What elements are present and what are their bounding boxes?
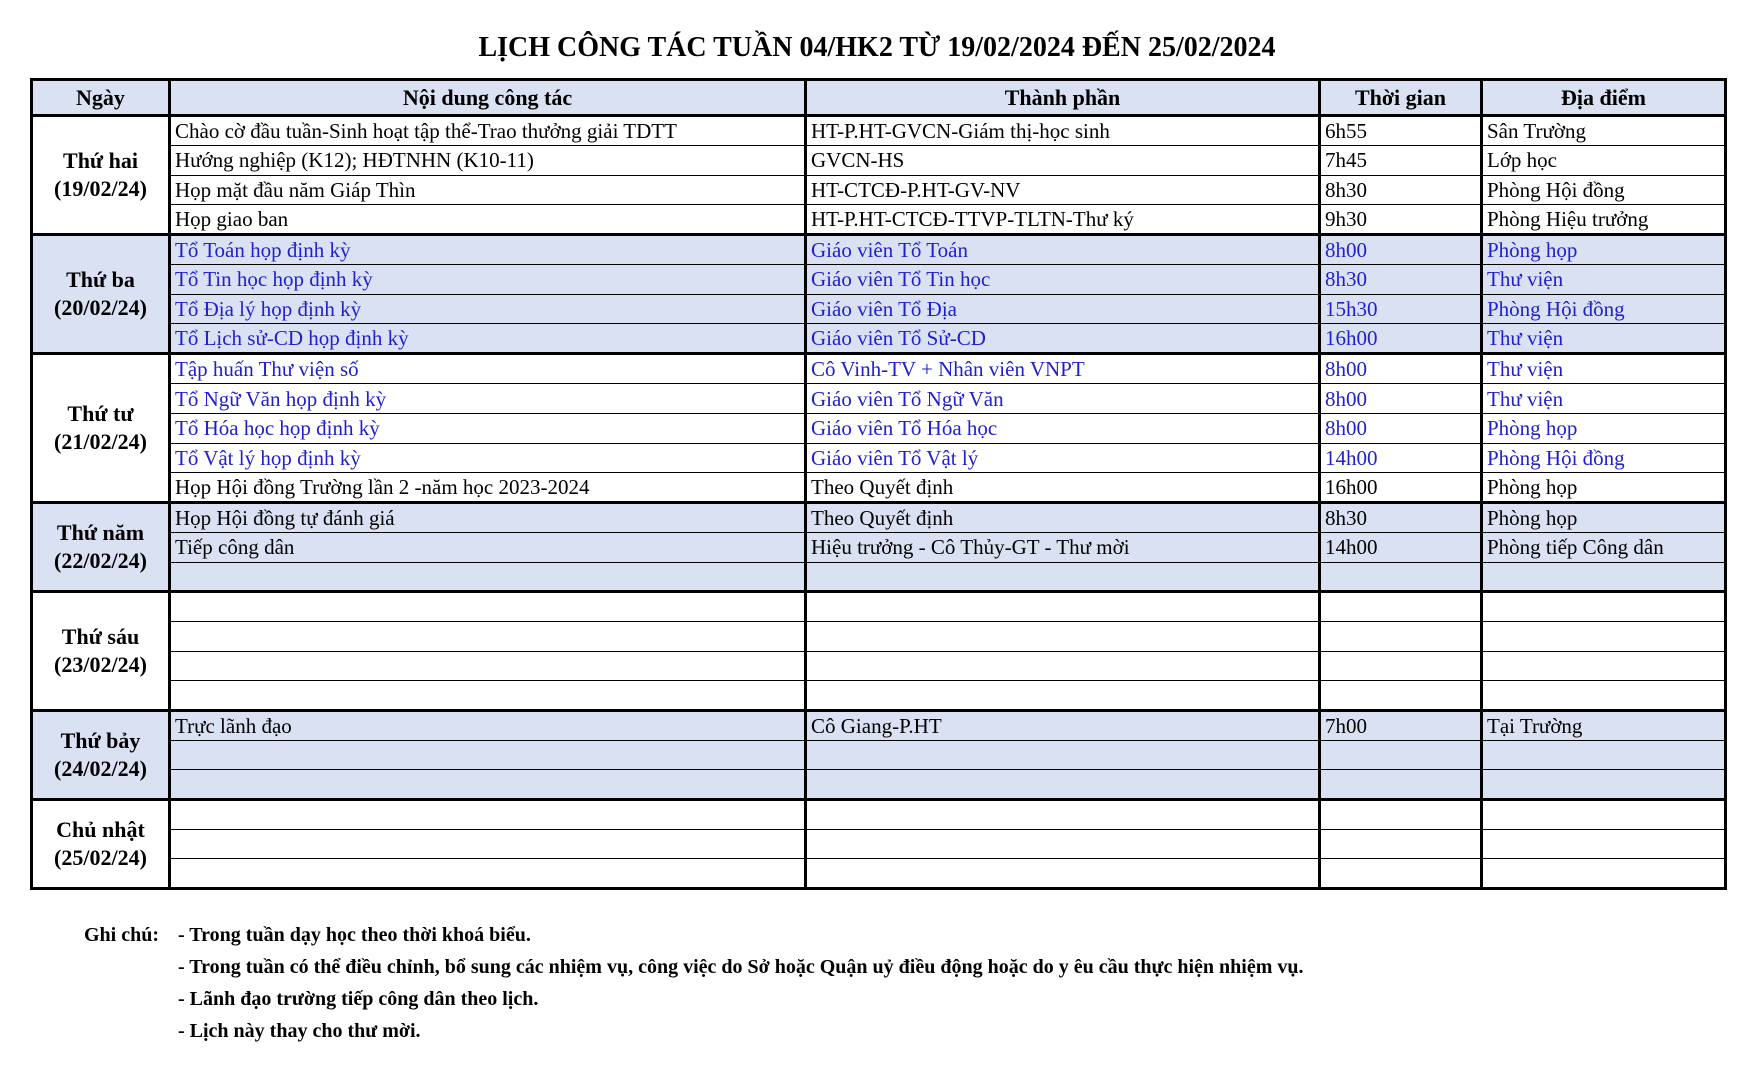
time-cell <box>1320 799 1482 829</box>
place-cell: Thư viện <box>1482 265 1726 295</box>
content-cell <box>170 799 806 829</box>
header-row <box>32 80 1726 116</box>
table-row <box>32 740 1726 770</box>
place-cell <box>1482 859 1726 889</box>
table-row <box>32 681 1726 711</box>
content-cell: Tổ Lịch sử-CD họp định kỳ <box>170 324 806 354</box>
table-row <box>32 324 1726 354</box>
table-row <box>32 859 1726 889</box>
time-cell: 8h30 <box>1320 503 1482 533</box>
place-cell <box>1482 770 1726 800</box>
place-cell: Phòng Hội đồng <box>1482 175 1726 205</box>
table-row <box>32 592 1726 622</box>
content-cell <box>170 740 806 770</box>
place-cell <box>1482 592 1726 622</box>
time-cell: 8h30 <box>1320 265 1482 295</box>
time-cell <box>1320 562 1482 592</box>
members-cell: Cô Giang-P.HT <box>806 710 1320 740</box>
table-row <box>32 205 1726 235</box>
header-content: Nội dung công tác <box>170 80 806 116</box>
content-cell <box>170 562 806 592</box>
place-cell <box>1482 799 1726 829</box>
members-cell <box>806 770 1320 800</box>
members-cell <box>806 621 1320 651</box>
content-cell: Tổ Ngữ Văn họp định kỳ <box>170 384 806 414</box>
content-cell: Họp mặt đầu năm Giáp Thìn <box>170 175 806 205</box>
time-cell: 8h00 <box>1320 413 1482 443</box>
day-name: Thứ sáu <box>61 624 140 650</box>
table-row <box>32 651 1726 681</box>
day-cell <box>32 116 170 235</box>
place-cell: Phòng Hội đồng <box>1482 294 1726 324</box>
day-cell <box>32 710 170 799</box>
table-row <box>32 710 1726 740</box>
time-cell <box>1320 681 1482 711</box>
day-cell <box>32 354 170 503</box>
content-cell: Tổ Địa lý họp định kỳ <box>170 294 806 324</box>
day-name: Thứ ba <box>66 267 135 293</box>
members-cell: Hiệu trưởng - Cô Thủy-GT - Thư mời <box>806 533 1320 563</box>
time-cell: 15h30 <box>1320 294 1482 324</box>
members-cell: GVCN-HS <box>806 146 1320 176</box>
day-cell <box>32 799 170 888</box>
place-cell <box>1482 829 1726 859</box>
table-row <box>32 116 1726 146</box>
day-cell <box>32 235 170 354</box>
members-cell: Cô Vinh-TV + Nhân viên VNPT <box>806 354 1320 384</box>
header-members: Thành phần <box>806 80 1320 116</box>
day-date: (21/02/24) <box>54 429 147 455</box>
members-cell: Giáo viên Tổ Hóa học <box>806 413 1320 443</box>
members-cell <box>806 681 1320 711</box>
time-cell: 14h00 <box>1320 443 1482 473</box>
place-cell: Phòng họp <box>1482 235 1726 265</box>
time-cell: 16h00 <box>1320 473 1482 503</box>
content-cell <box>170 859 806 889</box>
members-cell <box>806 651 1320 681</box>
time-cell <box>1320 829 1482 859</box>
time-cell: 16h00 <box>1320 324 1482 354</box>
members-cell: Giáo viên Tổ Ngữ Văn <box>806 384 1320 414</box>
members-cell <box>806 592 1320 622</box>
content-cell <box>170 621 806 651</box>
members-cell <box>806 799 1320 829</box>
table-row <box>32 294 1726 324</box>
members-cell: Theo Quyết định <box>806 503 1320 533</box>
place-cell: Phòng họp <box>1482 473 1726 503</box>
content-cell: Họp Hội đồng tự đánh giá <box>170 503 806 533</box>
content-cell: Tổ Hóa học họp định kỳ <box>170 413 806 443</box>
day-date: (19/02/24) <box>54 176 147 202</box>
time-cell <box>1320 592 1482 622</box>
time-cell: 6h55 <box>1320 116 1482 146</box>
members-cell: Theo Quyết định <box>806 473 1320 503</box>
content-cell: Họp giao ban <box>170 205 806 235</box>
table-row <box>32 354 1726 384</box>
place-cell: Lớp học <box>1482 146 1726 176</box>
content-cell: Tổ Toán họp định kỳ <box>170 235 806 265</box>
content-cell: Tổ Tin học họp định kỳ <box>170 265 806 295</box>
content-cell <box>170 592 806 622</box>
place-cell: Tại Trường <box>1482 710 1726 740</box>
table-row <box>32 175 1726 205</box>
note-line: - Lịch này thay cho thư mời. <box>178 1020 421 1042</box>
table-row <box>32 265 1726 295</box>
place-cell: Thư viện <box>1482 384 1726 414</box>
day-name: Thứ tư <box>67 401 134 427</box>
time-cell: 7h45 <box>1320 146 1482 176</box>
members-cell <box>806 859 1320 889</box>
place-cell <box>1482 621 1726 651</box>
day-name: Chủ nhật <box>56 816 145 842</box>
table-row <box>32 384 1726 414</box>
table-row <box>32 503 1726 533</box>
note-line: - Trong tuần dạy học theo thời khoá biểu. <box>178 924 531 946</box>
content-cell <box>170 770 806 800</box>
day-date: (25/02/24) <box>54 844 147 870</box>
time-cell: 14h00 <box>1320 533 1482 563</box>
note-line: - Lãnh đạo trường tiếp công dân theo lịch. <box>178 988 539 1010</box>
time-cell: 7h00 <box>1320 710 1482 740</box>
place-cell: Phòng họp <box>1482 503 1726 533</box>
time-cell: 9h30 <box>1320 205 1482 235</box>
time-cell <box>1320 621 1482 651</box>
place-cell <box>1482 651 1726 681</box>
day-name: Thứ hai <box>63 148 138 174</box>
place-cell: Thư viện <box>1482 354 1726 384</box>
day-date: (24/02/24) <box>54 755 147 781</box>
time-cell: 8h00 <box>1320 384 1482 414</box>
day-date: (20/02/24) <box>54 295 147 321</box>
note-line: - Trong tuần có thể điều chỉnh, bổ sung các nhiệm vụ, công việc do Sở hoặc Quận uỷ điều động hoặc do y êu cầu thực hiện nhiệm vụ. <box>178 956 1304 978</box>
table-row <box>32 621 1726 651</box>
members-cell: Giáo viên Tổ Địa <box>806 294 1320 324</box>
members-cell: Giáo viên Tổ Tin học <box>806 265 1320 295</box>
header-day: Ngày <box>32 80 170 116</box>
content-cell <box>170 651 806 681</box>
place-cell: Phòng Hiệu trưởng <box>1482 205 1726 235</box>
content-cell: Tập huấn Thư viện số <box>170 354 806 384</box>
table-row <box>32 443 1726 473</box>
members-cell: Giáo viên Tổ Sử-CD <box>806 324 1320 354</box>
members-cell: HT-P.HT-CTCĐ-TTVP-TLTN-Thư ký <box>806 205 1320 235</box>
content-cell: Trực lãnh đạo <box>170 710 806 740</box>
time-cell: 8h30 <box>1320 175 1482 205</box>
members-cell: Giáo viên Tổ Toán <box>806 235 1320 265</box>
day-cell <box>32 503 170 592</box>
day-name: Thứ năm <box>56 520 145 546</box>
day-date: (22/02/24) <box>54 548 147 574</box>
table-row <box>32 799 1726 829</box>
content-cell <box>170 681 806 711</box>
day-cell <box>32 592 170 710</box>
content-cell: Tổ Vật lý họp định kỳ <box>170 443 806 473</box>
place-cell: Phòng họp <box>1482 413 1726 443</box>
content-cell: Tiếp công dân <box>170 533 806 563</box>
place-cell <box>1482 681 1726 711</box>
members-cell: HT-P.HT-GVCN-Giám thị-học sinh <box>806 116 1320 146</box>
content-cell <box>170 829 806 859</box>
page-title: LỊCH CÔNG TÁC TUẦN 04/HK2 TỪ 19/02/2024 ĐẾN 25/02/2024 <box>478 32 1276 63</box>
table-row <box>32 413 1726 443</box>
header-place: Địa điểm <box>1482 80 1726 116</box>
content-cell: Họp Hội đồng Trường lần 2 -năm học 2023-2024 <box>170 473 806 503</box>
place-cell <box>1482 562 1726 592</box>
table-row <box>32 533 1726 563</box>
place-cell: Sân Trường <box>1482 116 1726 146</box>
time-cell <box>1320 770 1482 800</box>
notes-label: Ghi chú: <box>84 924 160 946</box>
table-row <box>32 770 1726 800</box>
members-cell <box>806 829 1320 859</box>
place-cell: Phòng Hội đồng <box>1482 443 1726 473</box>
time-cell <box>1320 859 1482 889</box>
day-date: (23/02/24) <box>54 652 147 678</box>
table-row <box>32 473 1726 503</box>
day-name: Thứ bảy <box>60 727 141 753</box>
time-cell: 8h00 <box>1320 354 1482 384</box>
table-row <box>32 562 1726 592</box>
content-cell: Chào cờ đầu tuần-Sinh hoạt tập thể-Trao thưởng giải TDTT <box>170 116 806 146</box>
table-row <box>32 146 1726 176</box>
header-time: Thời gian <box>1320 80 1482 116</box>
place-cell <box>1482 740 1726 770</box>
time-cell <box>1320 651 1482 681</box>
place-cell: Thư viện <box>1482 324 1726 354</box>
content-cell: Hướng nghiệp (K12); HĐTNHN (K10-11) <box>170 146 806 176</box>
members-cell: Giáo viên Tổ Vật lý <box>806 443 1320 473</box>
schedule-table <box>30 78 1727 890</box>
place-cell: Phòng tiếp Công dân <box>1482 533 1726 563</box>
table-row <box>32 829 1726 859</box>
members-cell <box>806 562 1320 592</box>
members-cell: HT-CTCĐ-P.HT-GV-NV <box>806 175 1320 205</box>
table-row <box>32 235 1726 265</box>
members-cell <box>806 740 1320 770</box>
time-cell: 8h00 <box>1320 235 1482 265</box>
time-cell <box>1320 740 1482 770</box>
